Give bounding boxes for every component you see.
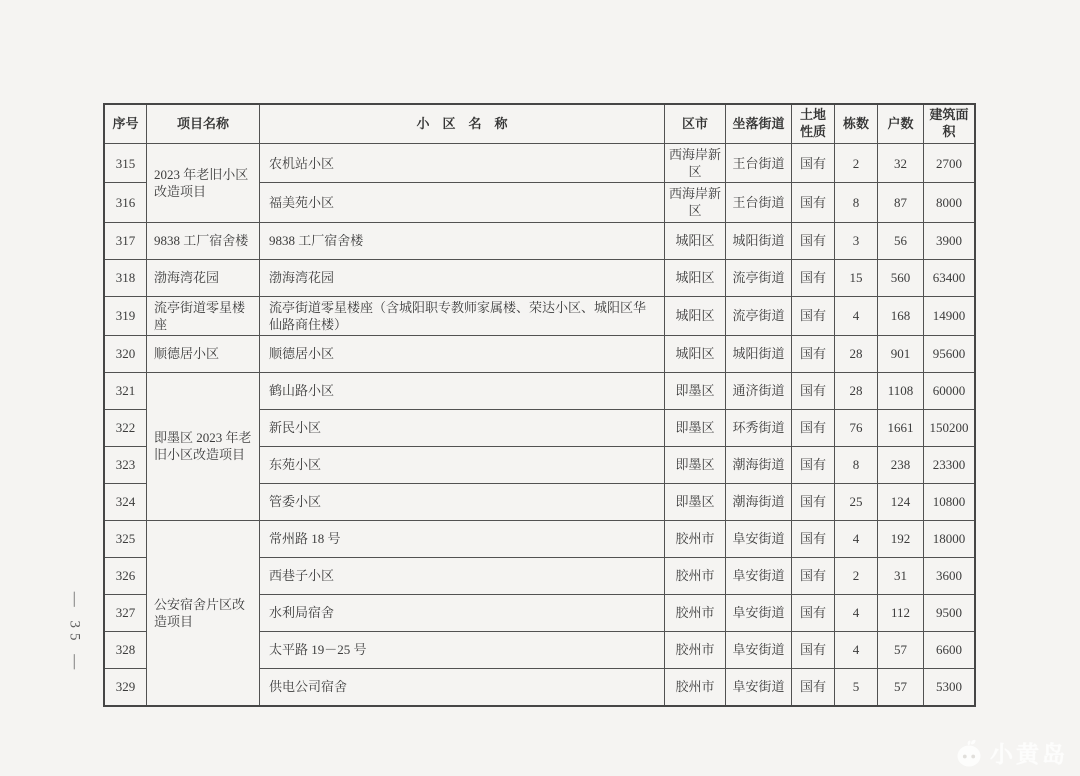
cell-street: 通济街道 bbox=[726, 372, 792, 409]
cell-street: 环秀街道 bbox=[726, 409, 792, 446]
column-header-project: 项目名称 bbox=[147, 104, 260, 144]
cell-land: 国有 bbox=[792, 594, 835, 631]
cell-land: 国有 bbox=[792, 409, 835, 446]
table-row-325 bbox=[104, 520, 975, 557]
cell-land: 国有 bbox=[792, 557, 835, 594]
renovation-projects-table bbox=[103, 103, 976, 707]
page-number-text: — 35 — bbox=[66, 591, 83, 675]
cell-no: 324 bbox=[104, 483, 147, 520]
cell-no: 320 bbox=[104, 335, 147, 372]
cell-buildings: 2 bbox=[835, 557, 878, 594]
cell-households: 124 bbox=[878, 483, 924, 520]
column-header-households: 户数 bbox=[878, 104, 924, 144]
cell-no: 321 bbox=[104, 372, 147, 409]
cell-households: 112 bbox=[878, 594, 924, 631]
cell-buildings: 76 bbox=[835, 409, 878, 446]
cell-district: 即墨区 bbox=[665, 483, 726, 520]
cell-no: 318 bbox=[104, 259, 147, 296]
cell-area: 14900 bbox=[924, 296, 976, 335]
cell-community: 福美苑小区 bbox=[260, 183, 665, 222]
cell-street: 潮海街道 bbox=[726, 446, 792, 483]
cell-no: 322 bbox=[104, 409, 147, 446]
cell-buildings: 28 bbox=[835, 335, 878, 372]
cell-community: 鹤山路小区 bbox=[260, 372, 665, 409]
cell-community: 供电公司宿舍 bbox=[260, 668, 665, 706]
cell-land: 国有 bbox=[792, 144, 835, 183]
cell-district: 即墨区 bbox=[665, 409, 726, 446]
column-header-area: 建筑面积 bbox=[924, 104, 976, 144]
cell-no: 328 bbox=[104, 631, 147, 668]
cell-no: 316 bbox=[104, 183, 147, 222]
cell-buildings: 8 bbox=[835, 446, 878, 483]
cell-street: 城阳街道 bbox=[726, 335, 792, 372]
cell-district: 胶州市 bbox=[665, 631, 726, 668]
watermark bbox=[953, 736, 1068, 769]
cell-households: 56 bbox=[878, 222, 924, 259]
cell-no: 325 bbox=[104, 520, 147, 557]
cell-households: 87 bbox=[878, 183, 924, 222]
cell-buildings: 28 bbox=[835, 372, 878, 409]
cell-land: 国有 bbox=[792, 335, 835, 372]
cell-no: 327 bbox=[104, 594, 147, 631]
cell-households: 168 bbox=[878, 296, 924, 335]
cell-community: 太平路 19－25 号 bbox=[260, 631, 665, 668]
cell-street: 阜安街道 bbox=[726, 668, 792, 706]
cell-no: 326 bbox=[104, 557, 147, 594]
cell-buildings: 4 bbox=[835, 296, 878, 335]
table-header-row bbox=[104, 104, 975, 144]
cell-district: 即墨区 bbox=[665, 446, 726, 483]
cell-community: 西巷子小区 bbox=[260, 557, 665, 594]
cell-buildings: 4 bbox=[835, 520, 878, 557]
table-row-319 bbox=[104, 296, 975, 335]
cell-community: 水利局宿舍 bbox=[260, 594, 665, 631]
table-row-320 bbox=[104, 335, 975, 372]
cell-street: 流亭街道 bbox=[726, 296, 792, 335]
cell-district: 胶州市 bbox=[665, 557, 726, 594]
cell-area: 3900 bbox=[924, 222, 976, 259]
watermark-text: 小黄岛 bbox=[990, 741, 1068, 767]
cell-buildings: 2 bbox=[835, 144, 878, 183]
cell-households: 57 bbox=[878, 631, 924, 668]
cell-no: 319 bbox=[104, 296, 147, 335]
cell-no: 315 bbox=[104, 144, 147, 183]
cell-area: 95600 bbox=[924, 335, 976, 372]
cell-buildings: 15 bbox=[835, 259, 878, 296]
cell-households: 1661 bbox=[878, 409, 924, 446]
cell-area: 23300 bbox=[924, 446, 976, 483]
cell-households: 1108 bbox=[878, 372, 924, 409]
cell-district: 城阳区 bbox=[665, 222, 726, 259]
cell-street: 阜安街道 bbox=[726, 557, 792, 594]
cell-street: 王台街道 bbox=[726, 144, 792, 183]
cell-project: 公安宿舍片区改造项目 bbox=[147, 520, 260, 706]
cell-project: 9838 工厂宿舍楼 bbox=[147, 222, 260, 259]
column-header-buildings: 栋数 bbox=[835, 104, 878, 144]
cell-district: 城阳区 bbox=[665, 335, 726, 372]
cell-community: 顺德居小区 bbox=[260, 335, 665, 372]
mascot-icon bbox=[953, 737, 985, 769]
cell-district: 城阳区 bbox=[665, 296, 726, 335]
cell-land: 国有 bbox=[792, 520, 835, 557]
cell-project: 即墨区 2023 年老旧小区改造项目 bbox=[147, 372, 260, 520]
cell-no: 323 bbox=[104, 446, 147, 483]
table-row-315 bbox=[104, 144, 975, 183]
cell-community: 渤海湾花园 bbox=[260, 259, 665, 296]
table-header bbox=[104, 104, 975, 144]
cell-street: 潮海街道 bbox=[726, 483, 792, 520]
cell-community: 管委小区 bbox=[260, 483, 665, 520]
cell-project: 流亭街道零星楼座 bbox=[147, 296, 260, 335]
cell-land: 国有 bbox=[792, 446, 835, 483]
cell-land: 国有 bbox=[792, 372, 835, 409]
cell-area: 3600 bbox=[924, 557, 976, 594]
table-body bbox=[104, 144, 975, 706]
cell-community: 流亭街道零星楼座（含城阳职专教师家属楼、荣达小区、城阳区华仙路商住楼） bbox=[260, 296, 665, 335]
cell-buildings: 25 bbox=[835, 483, 878, 520]
cell-area: 8000 bbox=[924, 183, 976, 222]
cell-district: 城阳区 bbox=[665, 259, 726, 296]
cell-land: 国有 bbox=[792, 668, 835, 706]
cell-households: 57 bbox=[878, 668, 924, 706]
cell-buildings: 4 bbox=[835, 594, 878, 631]
cell-area: 10800 bbox=[924, 483, 976, 520]
cell-community: 农机站小区 bbox=[260, 144, 665, 183]
cell-street: 王台街道 bbox=[726, 183, 792, 222]
cell-community: 常州路 18 号 bbox=[260, 520, 665, 557]
cell-street: 城阳街道 bbox=[726, 222, 792, 259]
cell-community: 东苑小区 bbox=[260, 446, 665, 483]
cell-land: 国有 bbox=[792, 183, 835, 222]
cell-buildings: 3 bbox=[835, 222, 878, 259]
column-header-no: 序号 bbox=[104, 104, 147, 144]
cell-district: 西海岸新区 bbox=[665, 144, 726, 183]
column-header-street: 坐落街道 bbox=[726, 104, 792, 144]
cell-community: 新民小区 bbox=[260, 409, 665, 446]
cell-project: 渤海湾花园 bbox=[147, 259, 260, 296]
cell-land: 国有 bbox=[792, 259, 835, 296]
cell-buildings: 4 bbox=[835, 631, 878, 668]
cell-area: 63400 bbox=[924, 259, 976, 296]
cell-households: 238 bbox=[878, 446, 924, 483]
cell-district: 胶州市 bbox=[665, 520, 726, 557]
cell-area: 2700 bbox=[924, 144, 976, 183]
cell-households: 192 bbox=[878, 520, 924, 557]
cell-project: 2023 年老旧小区改造项目 bbox=[147, 144, 260, 223]
cell-no: 329 bbox=[104, 668, 147, 706]
cell-households: 901 bbox=[878, 335, 924, 372]
cell-area: 6600 bbox=[924, 631, 976, 668]
cell-street: 阜安街道 bbox=[726, 594, 792, 631]
cell-land: 国有 bbox=[792, 631, 835, 668]
cell-buildings: 5 bbox=[835, 668, 878, 706]
cell-area: 5300 bbox=[924, 668, 976, 706]
cell-community: 9838 工厂宿舍楼 bbox=[260, 222, 665, 259]
cell-area: 150200 bbox=[924, 409, 976, 446]
cell-households: 31 bbox=[878, 557, 924, 594]
cell-area: 18000 bbox=[924, 520, 976, 557]
cell-area: 60000 bbox=[924, 372, 976, 409]
cell-street: 阜安街道 bbox=[726, 520, 792, 557]
cell-land: 国有 bbox=[792, 222, 835, 259]
column-header-land: 土地性质 bbox=[792, 104, 835, 144]
cell-land: 国有 bbox=[792, 483, 835, 520]
table-row-317 bbox=[104, 222, 975, 259]
table-row-321 bbox=[104, 372, 975, 409]
table-row-318 bbox=[104, 259, 975, 296]
cell-street: 阜安街道 bbox=[726, 631, 792, 668]
cell-households: 32 bbox=[878, 144, 924, 183]
cell-land: 国有 bbox=[792, 296, 835, 335]
cell-no: 317 bbox=[104, 222, 147, 259]
cell-households: 560 bbox=[878, 259, 924, 296]
cell-project: 顺德居小区 bbox=[147, 335, 260, 372]
cell-street: 流亭街道 bbox=[726, 259, 792, 296]
column-header-district: 区市 bbox=[665, 104, 726, 144]
column-header-community: 小 区 名 称 bbox=[260, 104, 665, 144]
cell-district: 即墨区 bbox=[665, 372, 726, 409]
cell-district: 西海岸新区 bbox=[665, 183, 726, 222]
cell-district: 胶州市 bbox=[665, 594, 726, 631]
cell-area: 9500 bbox=[924, 594, 976, 631]
cell-district: 胶州市 bbox=[665, 668, 726, 706]
cell-buildings: 8 bbox=[835, 183, 878, 222]
